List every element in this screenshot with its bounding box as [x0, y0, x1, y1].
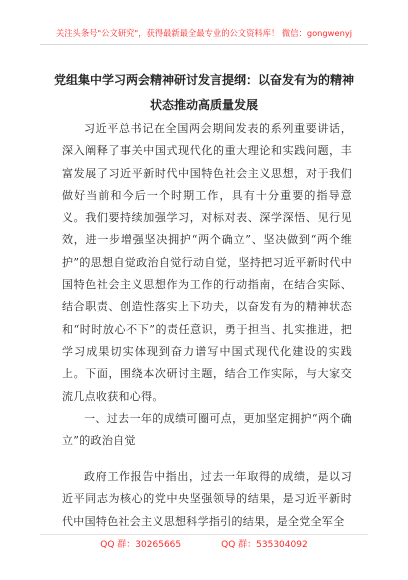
footer-qq-group-1: QQ 群：30265665	[100, 540, 182, 550]
footer-contact	[40, 537, 368, 550]
intro-paragraph: 习近平总书记在全国两会期间发表的系列重要讲话，深入阐释了事关中国式现代化的重大理论和实践问题，丰富发展了习近平新时代中国特色社会主义思想，对于我们做好当前和今后一个时期工作，具有十分重要的指导意义。我们要持续加强学习，对标对表、深学深悟、见行见效，进一步增强坚决拥护“两个确立”、坚决做到“两个维护”的思想自觉政治自觉行动自觉，坚持把习近平新时代中国特色社会主义思想作为工作的行动指南，在结合实际、结合职责、创造性落实上下功夫，以奋发有为的精神状态和“时时放心不下”的责任意识，勇于担当、扎实推进，把学习成果切实体现到奋力谱写中国式现代化建设的实践上。下面，围绕本次研讨主题，结合工作实际，与大家交流几点收获和心得。	[62, 122, 352, 403]
header-banner: 关注头条号"公文研究"，获得最新最全最专业的公文资料库！ 微信：gongwenyj	[55, 28, 353, 38]
section-paragraph: 政府工作报告中指出，过去一年取得的成绩，是以习近平同志为核心的党中央坚强领导的结果，是习近平新时代中国特色社会主义思想科学指引的结果，是全党全军全	[62, 470, 352, 528]
header-divider	[40, 44, 368, 45]
title-line-2: 状态推动高质量发展	[149, 98, 258, 112]
footer-qq-group-2: QQ 群：535304092	[221, 540, 308, 550]
section-body	[62, 466, 352, 533]
section-heading: 一、过去一年的成绩可圈可点，更加坚定拥护“两个确立”的政治自觉	[62, 412, 352, 448]
footer-divider	[40, 534, 368, 535]
intro-section	[62, 118, 352, 408]
document-title	[52, 68, 356, 118]
title-line-1: 党组集中学习两会精神研讨发言提纲：以奋发有为的精神	[53, 73, 354, 87]
